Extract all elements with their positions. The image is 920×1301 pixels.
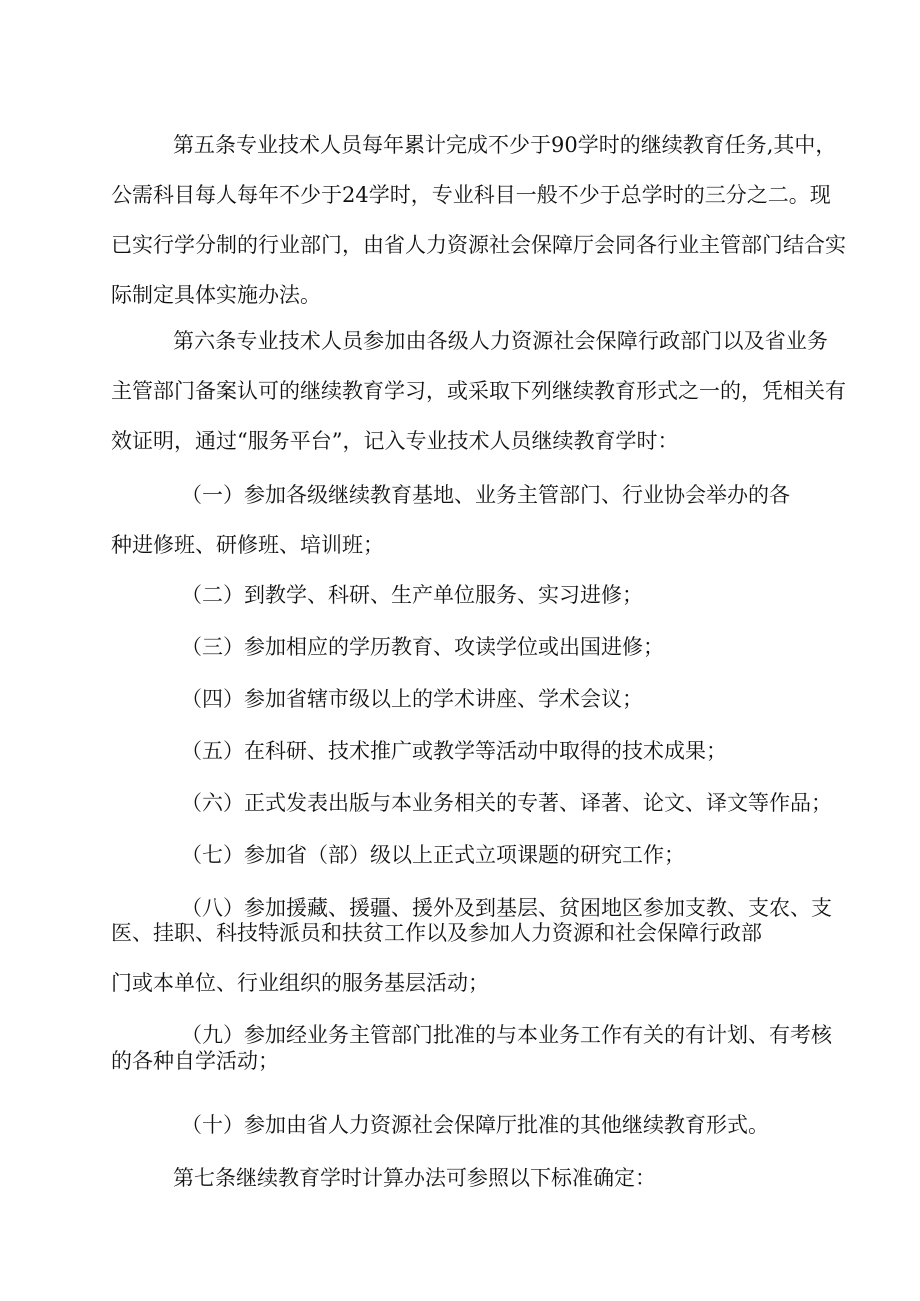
article-5-line-2: 公需科目每人每年不少于24学时，专业科目一般不少于总学时的三分之二。现 (111, 183, 831, 207)
item-9-line-1: （九）参加经业务主管部门批准的与本业务工作有关的有计划、有考核 (181, 1023, 832, 1047)
item-8-line-3: 门或本单位、行业组织的服务基层活动； (111, 971, 489, 995)
article-6-line-2: 主管部门备案认可的继续教育学习，或采取下列继续教育形式之一的，凭相关有 (111, 379, 846, 403)
item-10: （十）参加由省人力资源社会保障厅批准的其他继续教育形式。 (181, 1113, 769, 1137)
item-8-line-2: 医、挂职、科技特派员和扶贫工作以及参加人力资源和社会保障行政部 (111, 921, 762, 945)
article-5-line-3: 已实行学分制的行业部门，由省人力资源社会保障厅会同各行业主管部门结合实 (111, 233, 846, 257)
item-2: （二）到教学、科研、生产单位服务、实习进修； (181, 583, 643, 607)
item-1-line-2: 种进修班、研修班、培训班； (111, 533, 384, 557)
article-5-line-4: 际制定具体实施办法。 (111, 283, 321, 307)
item-9-line-2: 的各种自学活动； (111, 1049, 279, 1073)
article-7-line-1: 第七条继续教育学时计算办法可参照以下标准确定： (173, 1166, 656, 1190)
item-6: （六）正式发表出版与本业务相关的专著、译著、论文、译文等作品； (181, 791, 832, 815)
item-1-line-1: （一）参加各级继续教育基地、业务主管部门、行业协会举办的各 (181, 483, 790, 507)
item-3: （三）参加相应的学历教育、攻读学位或出国进修； (181, 635, 664, 659)
article-6-line-3: 效证明，通过“服务平台”，记入专业技术人员继续教育学时： (111, 429, 679, 453)
item-5: （五）在科研、技术推广或教学等活动中取得的技术成果； (181, 739, 727, 763)
article-6-line-1: 第六条专业技术人员参加由各级人力资源社会保障行政部门以及省业务 (173, 329, 828, 353)
item-4: （四）参加省辖市级以上的学术讲座、学术会议； (181, 687, 643, 711)
item-7: （七）参加省（部）级以上正式立项课题的研究工作； (181, 843, 685, 867)
article-5-line-1: 第五条专业技术人员每年累计完成不少于90学时的继续教育任务,其中， (173, 133, 837, 157)
item-8-line-1: （八）参加援藏、援疆、援外及到基层、贫困地区参加支教、支农、支 (181, 896, 832, 920)
